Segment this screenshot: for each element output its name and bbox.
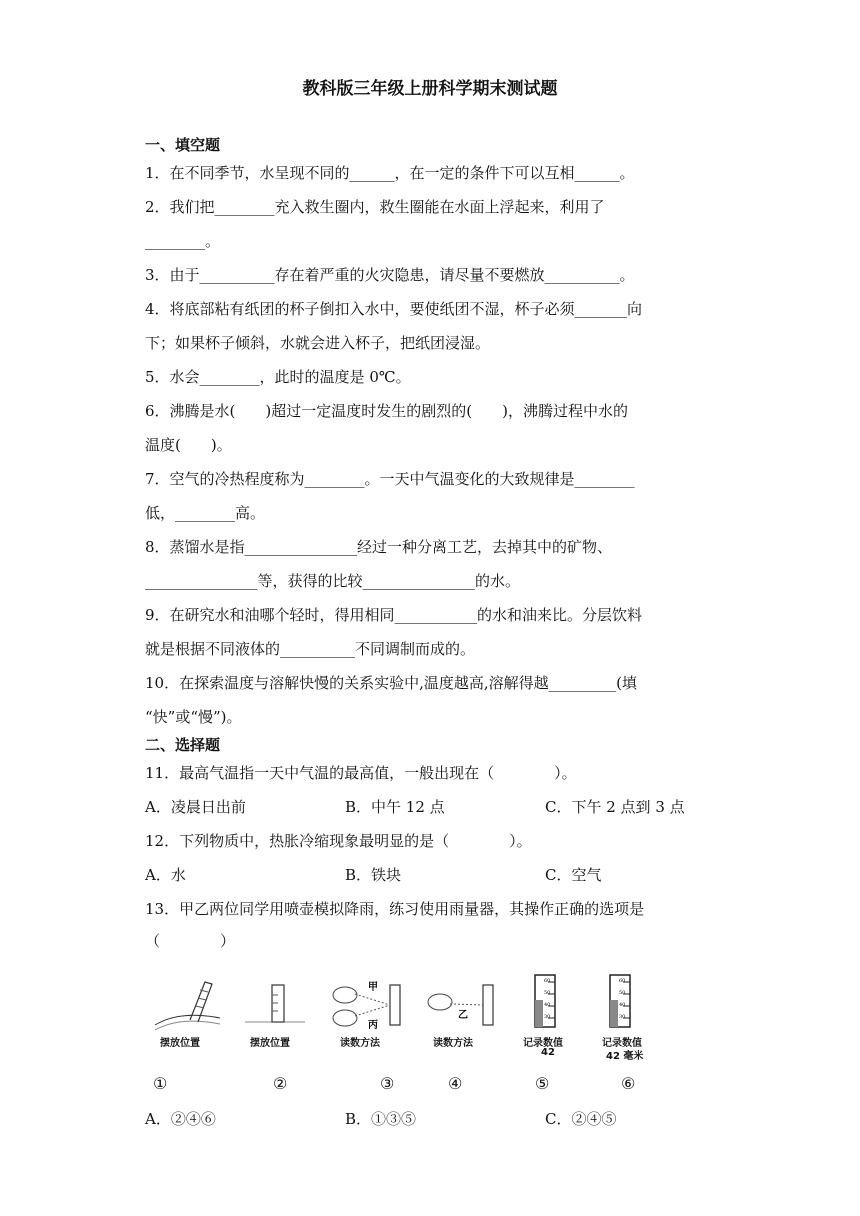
q13-option-a: A．②④⑥ bbox=[145, 1110, 216, 1128]
question-1: 1．在不同季节，水呈现不同的______，在一定的条件下可以互相______。 bbox=[145, 164, 635, 182]
question-5: 5．水会________，此时的温度是 0℃。 bbox=[145, 368, 411, 386]
question-2-line-1: 2．我们把________充入救生圈内，救生圈能在水面上浮起来，利用了 bbox=[145, 198, 605, 216]
tick-30-b: 30 bbox=[619, 1014, 626, 1020]
tick-50-b: 50 bbox=[619, 990, 626, 996]
caption-5-value: 42 bbox=[541, 1047, 555, 1058]
question-2-line-2: ________。 bbox=[145, 232, 221, 250]
tick-50-a: 50 bbox=[544, 990, 551, 996]
caption-6-value: 42 毫米 bbox=[606, 1051, 644, 1062]
caption-5: 记录数值 bbox=[523, 1038, 563, 1049]
question-13-line-2: （ ） bbox=[145, 932, 236, 950]
question-4-line-2: 下；如果杯子倾斜，水就会进入杯子，把纸团浸湿。 bbox=[145, 334, 491, 352]
label-jia: 甲 bbox=[368, 982, 378, 993]
upright-gauge-illustration bbox=[245, 985, 305, 1022]
q11-option-c: C．下午 2 点到 3 点 bbox=[545, 798, 685, 816]
figure-number-4: ④ bbox=[448, 1074, 463, 1093]
question-6-line-1: 6．沸腾是水( )超过一定温度时发生的剧烈的( )，沸腾过程中水的 bbox=[145, 402, 628, 420]
question-9-line-2: 就是根据不同液体的__________不同调制而成的。 bbox=[145, 640, 476, 658]
q12-option-c: C．空气 bbox=[545, 866, 602, 884]
q11-option-a: A．凌晨日出前 bbox=[145, 798, 246, 816]
caption-2: 摆放位置 bbox=[250, 1038, 290, 1049]
question-10-line-1: 10．在探索温度与溶解快慢的关系实验中,温度越高,溶解得越_________(填 bbox=[145, 674, 637, 692]
section-heading-choice: 二、选择题 bbox=[145, 736, 221, 754]
figure-number-2: ② bbox=[273, 1074, 288, 1093]
label-bing: 丙 bbox=[368, 1020, 378, 1031]
caption-6: 记录数值 bbox=[602, 1038, 642, 1049]
figure-number-5: ⑤ bbox=[535, 1074, 550, 1093]
tick-40-a: 40 bbox=[544, 1002, 551, 1008]
reading-method-illustration-1 bbox=[333, 985, 400, 1026]
question-6-line-2: 温度( )。 bbox=[145, 436, 232, 454]
figure-number-1: ① bbox=[153, 1074, 168, 1093]
figure-number-6: ⑥ bbox=[621, 1074, 636, 1093]
question-11: 11．最高气温指一天中气温的最高值，一般出现在（ ）。 bbox=[145, 764, 577, 782]
tick-40-b: 40 bbox=[619, 1002, 626, 1008]
page-title: 教科版三年级上册科学期末测试题 bbox=[302, 79, 558, 99]
question-8-line-1: 8．蒸馏水是指_______________经过一种分离工艺，去掉其中的矿物、 bbox=[145, 538, 613, 556]
question-7-line-2: 低，________高。 bbox=[145, 504, 266, 522]
tick-60-a: 60 bbox=[544, 978, 551, 984]
question-3: 3．由于__________存在着严重的火灾隐患，请尽量不要燃放__________。 bbox=[145, 266, 635, 284]
tick-60-b: 60 bbox=[619, 978, 626, 984]
q12-option-a: A．水 bbox=[145, 866, 186, 884]
tick-30-a: 30 bbox=[544, 1014, 551, 1020]
question-9-line-1: 9．在研究水和油哪个轻时，得用相同___________的水和油来比。分层饮料 bbox=[145, 606, 643, 624]
question-7-line-1: 7．空气的冷热程度称为________。一天中气温变化的大致规律是________ bbox=[145, 470, 635, 488]
q11-option-b: B．中午 12 点 bbox=[345, 798, 445, 816]
question-4-line-1: 4．将底部粘有纸团的杯子倒扣入水中，要使纸团不湿，杯子必须_______向 bbox=[145, 300, 643, 318]
caption-1: 摆放位置 bbox=[160, 1038, 200, 1049]
question-13-line-1: 13．甲乙两位同学用喷壶模拟降雨，练习使用雨量器，其操作正确的选项是 bbox=[145, 900, 645, 918]
q13-option-b: B．①③⑤ bbox=[345, 1110, 417, 1128]
question-10-line-2: “快”或“慢”)。 bbox=[145, 708, 242, 726]
label-yi: 乙 bbox=[458, 1010, 468, 1021]
tilted-gauge-illustration bbox=[155, 982, 220, 1030]
figure-number-3: ③ bbox=[380, 1074, 395, 1093]
section-heading-fill-blank: 一、填空题 bbox=[145, 136, 221, 154]
caption-3: 读数方法 bbox=[340, 1038, 380, 1049]
question-12: 12．下列物质中，热胀冷缩现象最明显的是（ ）。 bbox=[145, 832, 532, 850]
q12-option-b: B．铁块 bbox=[345, 866, 402, 884]
caption-4: 读数方法 bbox=[433, 1038, 473, 1049]
question-8-line-2: _______________等，获得的比较_______________的水。 bbox=[145, 572, 521, 590]
q13-option-c: C．②④⑤ bbox=[545, 1110, 617, 1128]
